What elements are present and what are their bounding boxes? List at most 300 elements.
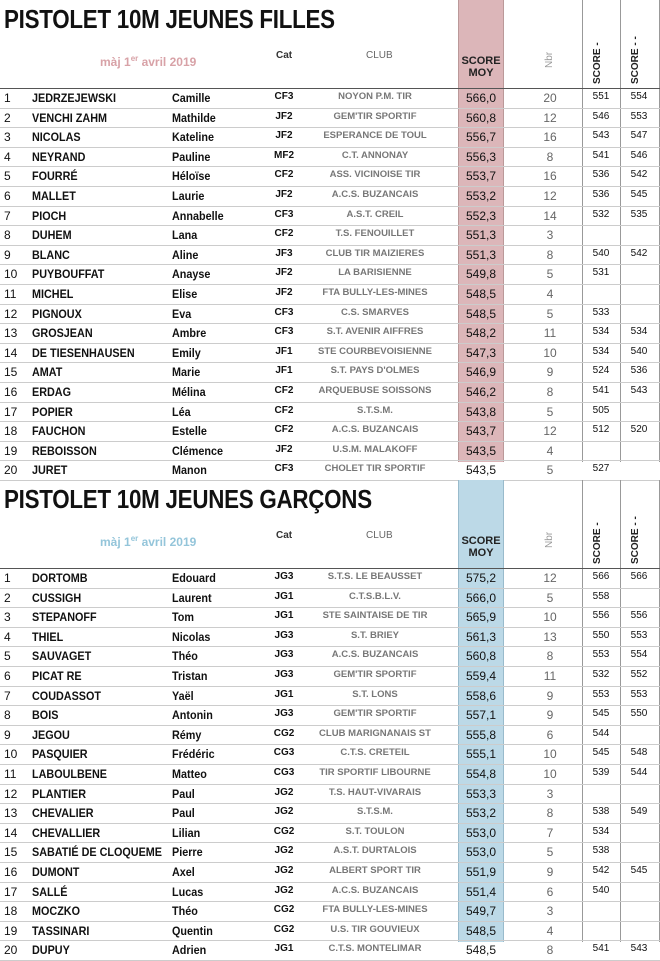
score-1-cell: 550 — [592, 629, 610, 641]
header-club: CLUB — [366, 530, 393, 541]
surname-cell: MICHEL — [32, 286, 74, 301]
rank-cell: 7 — [4, 688, 11, 703]
firstname-cell: Paul — [172, 806, 195, 821]
score-2-cell: 543 — [630, 384, 648, 396]
rank-cell: 20 — [4, 463, 18, 478]
nbr-cell: 11 — [543, 326, 557, 341]
score-2-cell: 552 — [630, 668, 648, 680]
table-row — [0, 667, 660, 687]
category-cell: JG3 — [274, 708, 294, 720]
rank-cell: 19 — [4, 443, 18, 458]
nbr-cell: 5 — [546, 306, 554, 321]
category-cell: JF2 — [275, 110, 293, 122]
table-row — [0, 403, 660, 423]
firstname-cell: Anayse — [172, 267, 211, 282]
firstname-cell: Lilian — [172, 825, 201, 840]
surname-cell: CUSSIGH — [32, 590, 82, 605]
firstname-cell: Estelle — [172, 424, 207, 439]
rank-cell: 8 — [4, 708, 11, 723]
firstname-cell: Nicolas — [172, 629, 211, 644]
club-cell: S.T.S.M. — [357, 806, 393, 818]
firstname-cell: Edouard — [172, 571, 216, 585]
firstname-cell: Lana — [172, 228, 198, 243]
score-moy-cell: 553,0 — [465, 825, 497, 840]
table-row — [0, 883, 660, 903]
surname-cell: VENCHI ZAHM — [32, 110, 108, 125]
nbr-cell: 6 — [546, 727, 554, 742]
table-row — [0, 148, 660, 168]
firstname-cell: Théo — [172, 904, 198, 919]
score-moy-cell: 559,4 — [465, 668, 497, 683]
score-moy-cell: 543,5 — [465, 443, 497, 458]
table-row — [0, 109, 660, 129]
club-cell: S.T. AVENIR AIFFRES — [326, 326, 424, 338]
table-row — [0, 824, 660, 844]
category-cell: JF2 — [275, 188, 293, 200]
nbr-cell: 4 — [546, 443, 554, 458]
table-row — [0, 324, 660, 344]
score-moy-cell: 560,8 — [465, 649, 497, 664]
club-cell: A.C.S. BUZANCAIS — [331, 884, 419, 896]
category-cell: JG3 — [274, 668, 294, 680]
score-1-cell: 553 — [592, 649, 610, 661]
score-moy-cell: 543,7 — [465, 424, 497, 439]
score-1-cell: 543 — [592, 130, 610, 142]
table-row — [0, 285, 660, 305]
club-cell: C.T.S.B.L.V. — [349, 590, 401, 602]
rank-cell: 12 — [4, 786, 18, 801]
rank-cell: 16 — [4, 384, 18, 399]
score-2-cell: 535 — [630, 208, 648, 220]
score-2-cell: 554 — [630, 649, 648, 661]
category-cell: CG2 — [273, 904, 295, 916]
firstname-cell: Camille — [172, 91, 211, 105]
score-1-cell: 542 — [592, 864, 610, 876]
score-1-cell: 532 — [592, 208, 610, 220]
surname-cell: REBOISSON — [32, 443, 97, 458]
rank-cell: 4 — [4, 149, 11, 164]
category-cell: JG2 — [274, 845, 294, 857]
rank-cell: 18 — [4, 904, 18, 919]
firstname-cell: Mélina — [172, 384, 206, 399]
nbr-cell: 10 — [543, 345, 557, 360]
score-1-cell: 540 — [592, 884, 610, 896]
category-cell: CF3 — [274, 306, 294, 318]
score-moy-cell: 552,3 — [465, 208, 497, 223]
category-cell: CF3 — [274, 91, 294, 102]
surname-cell: COUDASSOT — [32, 688, 102, 703]
score-2-cell: 566 — [630, 571, 648, 582]
firstname-cell: Pierre — [172, 845, 203, 860]
score-moy-cell: 548,5 — [465, 923, 497, 938]
score-moy-cell: 556,3 — [465, 149, 497, 164]
score-1-cell: 524 — [592, 365, 610, 377]
table-row — [0, 804, 660, 824]
score-2-cell: 545 — [630, 188, 648, 200]
club-cell: STE SAINTAISE DE TIR — [322, 610, 428, 622]
header-cat: Cat — [276, 50, 293, 61]
club-cell: GEM'TIR SPORTIF — [333, 110, 417, 122]
nbr-cell: 4 — [546, 286, 554, 301]
score-1-cell: 544 — [592, 727, 610, 739]
score-2-cell: 540 — [630, 345, 648, 357]
surname-cell: CHEVALLIER — [32, 825, 101, 840]
table-row — [0, 422, 660, 442]
surname-cell: ERDAG — [32, 384, 72, 399]
header-score-moy: SCORE MOY — [461, 535, 501, 559]
club-cell: S.T. LONS — [352, 688, 398, 700]
score-2-cell: 547 — [630, 130, 648, 142]
table-row — [0, 765, 660, 785]
category-cell: JF2 — [275, 286, 293, 298]
club-cell: A.S.T. DURTALOIS — [333, 845, 417, 857]
table-row — [0, 628, 660, 648]
firstname-cell: Yaël — [172, 688, 194, 703]
nbr-cell: 8 — [546, 649, 554, 664]
nbr-cell: 13 — [543, 629, 557, 644]
club-cell: S.T.S.M. — [357, 404, 393, 416]
category-cell: JG2 — [274, 884, 294, 896]
firstname-cell: Aline — [172, 247, 199, 262]
nbr-cell: 11 — [543, 668, 557, 683]
nbr-cell: 3 — [546, 786, 554, 801]
table-row — [0, 226, 660, 246]
rank-cell: 13 — [4, 326, 18, 341]
score-2-cell: 520 — [630, 424, 648, 436]
category-cell: CG2 — [273, 727, 295, 739]
score-1-cell: 553 — [592, 688, 610, 700]
update-date: màj 1er avril 2019 — [100, 534, 197, 549]
rank-cell: 2 — [4, 590, 11, 605]
score-2-cell: 549 — [630, 806, 648, 818]
nbr-cell: 5 — [546, 845, 554, 860]
nbr-cell: 9 — [546, 864, 554, 879]
nbr-cell: 16 — [543, 130, 557, 145]
rank-cell: 6 — [4, 668, 11, 683]
nbr-cell: 9 — [546, 365, 554, 380]
firstname-cell: Elise — [172, 286, 198, 301]
nbr-cell: 12 — [543, 571, 557, 585]
firstname-cell: Axel — [172, 864, 195, 879]
score-moy-cell: 554,8 — [465, 766, 497, 781]
club-cell: A.S.T. CREIL — [346, 208, 404, 220]
category-cell: CG3 — [273, 747, 295, 759]
header-nbr: Nbr — [544, 531, 555, 548]
firstname-cell: Frédéric — [172, 747, 215, 762]
rank-cell: 4 — [4, 629, 11, 644]
nbr-cell: 5 — [546, 590, 554, 605]
score-1-cell: 558 — [592, 590, 610, 602]
category-cell: JF2 — [275, 130, 293, 142]
club-cell: S.T. PAYS D'OLMES — [330, 365, 420, 377]
score-moy-cell: 560,8 — [465, 110, 497, 125]
score-2-cell: 546 — [630, 149, 648, 161]
table-row — [0, 461, 660, 481]
rank-cell: 3 — [4, 130, 11, 145]
score-moy-cell: 575,2 — [465, 571, 497, 585]
score-1-cell: 531 — [592, 267, 610, 279]
nbr-cell: 6 — [546, 884, 554, 899]
nbr-cell: 12 — [543, 424, 557, 439]
surname-cell: SALLÉ — [32, 884, 68, 899]
category-cell: JG3 — [274, 629, 294, 641]
score-2-cell: 550 — [630, 708, 648, 720]
nbr-cell: 10 — [543, 610, 557, 625]
firstname-cell: Théo — [172, 649, 198, 664]
club-cell: A.C.S. BUZANCAIS — [331, 188, 419, 200]
rank-cell: 2 — [4, 110, 11, 125]
score-1-cell: 536 — [592, 169, 610, 181]
score-1-cell: 541 — [592, 149, 610, 161]
firstname-cell: Laurent — [172, 590, 212, 605]
score-moy-cell: 553,0 — [465, 845, 497, 860]
category-cell: JF2 — [275, 443, 293, 455]
score-2-cell: 548 — [630, 747, 648, 759]
rank-cell: 16 — [4, 864, 18, 879]
club-cell: STE COURBEVOISIENNE — [317, 345, 433, 357]
header-score-2: SCORE - - — [630, 516, 641, 564]
score-moy-cell: 551,3 — [465, 247, 497, 262]
surname-cell: MOCZKO — [32, 904, 80, 919]
header-nbr: Nbr — [544, 51, 555, 68]
rank-cell: 15 — [4, 365, 18, 380]
header-club: CLUB — [366, 50, 393, 61]
score-2-cell: 542 — [630, 247, 648, 259]
firstname-cell: Kateline — [172, 130, 215, 145]
surname-cell: PICAT RE — [32, 668, 82, 683]
score-2-cell: 544 — [630, 766, 648, 778]
club-cell: C.T.S. MONTELIMAR — [328, 943, 422, 955]
category-cell: CF3 — [274, 326, 294, 338]
firstname-cell: Pauline — [172, 149, 211, 164]
firstname-cell: Ambre — [172, 326, 207, 341]
table-row — [0, 608, 660, 628]
score-1-cell: 534 — [592, 326, 610, 338]
table-row — [0, 207, 660, 227]
surname-cell: SABATIÉ DE CLOQUEME — [32, 845, 163, 860]
rank-cell: 14 — [4, 345, 18, 360]
club-cell: A.C.S. BUZANCAIS — [331, 649, 419, 661]
firstname-cell: Eva — [172, 306, 192, 321]
club-cell: GEM'TIR SPORTIF — [333, 708, 417, 720]
nbr-cell: 10 — [543, 747, 557, 762]
category-cell: JG1 — [274, 688, 294, 700]
score-moy-cell: 543,8 — [465, 404, 497, 419]
score-2-cell: 534 — [630, 326, 648, 338]
firstname-cell: Emily — [172, 345, 201, 360]
score-1-cell: 541 — [592, 384, 610, 396]
score-2-cell: 553 — [630, 110, 648, 122]
surname-cell: PUYBOUFFAT — [32, 267, 105, 282]
rank-cell: 17 — [4, 884, 18, 899]
table-row — [0, 128, 660, 148]
table-row — [0, 922, 660, 942]
header-score-1: SCORE - — [592, 522, 603, 564]
surname-cell: JURET — [32, 463, 68, 478]
score-1-cell: 540 — [592, 247, 610, 259]
firstname-cell: Tom — [172, 610, 195, 625]
rank-cell: 17 — [4, 404, 18, 419]
score-moy-cell: 546,9 — [465, 365, 497, 380]
rank-cell: 5 — [4, 649, 11, 664]
category-cell: JG2 — [274, 864, 294, 876]
surname-cell: DUPUY — [32, 943, 70, 958]
score-moy-cell: 551,3 — [465, 228, 497, 243]
club-cell: CLUB TIR MAIZIERES — [325, 247, 425, 259]
rank-cell: 9 — [4, 727, 11, 742]
club-cell: NOYON P.M. TIR — [338, 91, 412, 102]
nbr-cell: 5 — [546, 267, 554, 282]
nbr-cell: 8 — [546, 384, 554, 399]
score-1-cell: 546 — [592, 110, 610, 122]
score-moy-cell: 543,5 — [465, 463, 497, 478]
rank-cell: 14 — [4, 825, 18, 840]
rank-cell: 11 — [4, 766, 17, 781]
score-2-cell: 556 — [630, 610, 648, 622]
surname-cell: PIOCH — [32, 208, 67, 223]
club-cell: A.C.S. BUZANCAIS — [331, 424, 419, 436]
score-moy-cell: 555,1 — [465, 747, 497, 762]
surname-cell: DE TIESENHAUSEN — [32, 345, 135, 360]
score-moy-cell: 557,1 — [465, 708, 497, 723]
rank-cell: 13 — [4, 806, 18, 821]
firstname-cell: Manon — [172, 463, 207, 478]
table-row — [0, 305, 660, 325]
category-cell: JG2 — [274, 786, 294, 798]
table-row — [0, 785, 660, 805]
rank-cell: 7 — [4, 208, 11, 223]
club-cell: S.T. BRIEY — [350, 629, 400, 641]
club-cell: T.S. FENOUILLET — [335, 228, 415, 240]
surname-cell: PASQUIER — [32, 747, 88, 762]
score-moy-cell: 553,2 — [465, 806, 497, 821]
score-moy-cell: 548,2 — [465, 326, 497, 341]
club-cell: CHOLET TIR SPORTIF — [324, 463, 426, 475]
table-row — [0, 265, 660, 285]
score-1-cell: 556 — [592, 610, 610, 622]
category-cell: CG2 — [273, 825, 295, 837]
nbr-cell: 8 — [546, 943, 554, 958]
rank-cell: 1 — [4, 91, 11, 105]
table-row — [0, 89, 660, 109]
score-1-cell: 505 — [592, 404, 610, 416]
header-score-moy: SCORE MOY — [461, 55, 501, 79]
table-row — [0, 941, 660, 961]
boys-title: PISTOLET 10M JEUNES GARÇONS — [4, 484, 372, 514]
category-cell: JG1 — [274, 590, 294, 602]
surname-cell: JEDRZEJEWSKI — [32, 91, 117, 105]
surname-cell: PLANTIER — [32, 786, 86, 801]
surname-cell: POPIER — [32, 404, 73, 419]
firstname-cell: Héloïse — [172, 169, 211, 184]
nbr-cell: 3 — [546, 904, 554, 919]
score-2-cell: 543 — [630, 943, 648, 955]
firstname-cell: Paul — [172, 786, 195, 801]
club-cell: T.S. HAUT-VIVARAIS — [328, 786, 422, 798]
category-cell: JG2 — [274, 806, 294, 818]
score-2-cell: 542 — [630, 169, 648, 181]
nbr-cell: 14 — [543, 208, 557, 223]
table-row — [0, 187, 660, 207]
rank-cell: 6 — [4, 188, 11, 203]
nbr-cell: 8 — [546, 806, 554, 821]
category-cell: CF3 — [274, 208, 294, 220]
category-cell: JG1 — [274, 943, 294, 955]
score-1-cell: 536 — [592, 188, 610, 200]
score-moy-cell: 553,2 — [465, 188, 497, 203]
firstname-cell: Léa — [172, 404, 191, 419]
club-cell: U.S. TIR GOUVIEUX — [330, 923, 420, 935]
rank-cell: 8 — [4, 228, 11, 243]
surname-cell: DUMONT — [32, 864, 80, 879]
category-cell: JG3 — [274, 571, 294, 582]
score-1-cell: 512 — [592, 424, 610, 436]
score-moy-cell: 547,3 — [465, 345, 497, 360]
score-1-cell: 538 — [592, 845, 610, 857]
category-cell: CF2 — [274, 424, 294, 436]
club-cell: ESPERANCE DE TOUL — [323, 130, 427, 142]
surname-cell: THIEL — [32, 629, 64, 644]
category-cell: CF2 — [274, 169, 294, 181]
score-moy-cell: 551,9 — [465, 864, 497, 879]
score-1-cell: 545 — [592, 747, 610, 759]
table-row — [0, 344, 660, 364]
firstname-cell: Lucas — [172, 884, 204, 899]
club-cell: S.T. TOULON — [345, 825, 405, 837]
score-moy-cell: 555,8 — [465, 727, 497, 742]
rank-cell: 11 — [4, 286, 17, 301]
score-moy-cell: 565,9 — [465, 610, 497, 625]
nbr-cell: 9 — [546, 688, 554, 703]
score-1-cell: 566 — [592, 571, 610, 582]
surname-cell: SAUVAGET — [32, 649, 92, 664]
firstname-cell: Annabelle — [172, 208, 224, 223]
surname-cell: FAUCHON — [32, 424, 86, 439]
category-cell: JF2 — [275, 267, 293, 279]
club-cell: S.T.S. LE BEAUSSET — [327, 571, 423, 582]
club-cell: LA BARISIENNE — [338, 267, 412, 279]
table-row — [0, 589, 660, 609]
club-cell: ALBERT SPORT TIR — [329, 864, 421, 876]
boys-section — [0, 480, 660, 958]
score-moy-cell: 546,2 — [465, 384, 497, 399]
table-row — [0, 745, 660, 765]
surname-cell: JEGOU — [32, 727, 70, 742]
rank-cell: 20 — [4, 943, 18, 958]
score-2-cell: 553 — [630, 688, 648, 700]
club-cell: FTA BULLY-LES-MINES — [322, 286, 428, 298]
category-cell: CF2 — [274, 228, 294, 240]
header-cat: Cat — [276, 530, 293, 541]
header-score-1: SCORE - — [592, 42, 603, 84]
score-moy-cell: 556,7 — [465, 130, 497, 145]
firstname-cell: Matteo — [172, 766, 207, 781]
nbr-cell: 8 — [546, 247, 554, 262]
surname-cell: TASSINARI — [32, 923, 90, 938]
nbr-cell: 10 — [543, 766, 557, 781]
club-cell: CLUB MARIGNANAIS ST — [319, 727, 431, 739]
score-moy-cell: 549,8 — [465, 267, 497, 282]
surname-cell: BLANC — [32, 247, 70, 262]
club-cell: C.S. SMARVES — [341, 306, 409, 318]
firstname-cell: Adrien — [172, 943, 207, 958]
surname-cell: STEPANOFF — [32, 610, 97, 625]
surname-cell: GROSJEAN — [32, 326, 93, 341]
boys-table — [0, 569, 660, 961]
club-cell: FTA BULLY-LES-MINES — [322, 904, 428, 916]
table-row — [0, 363, 660, 383]
nbr-cell: 9 — [546, 708, 554, 723]
